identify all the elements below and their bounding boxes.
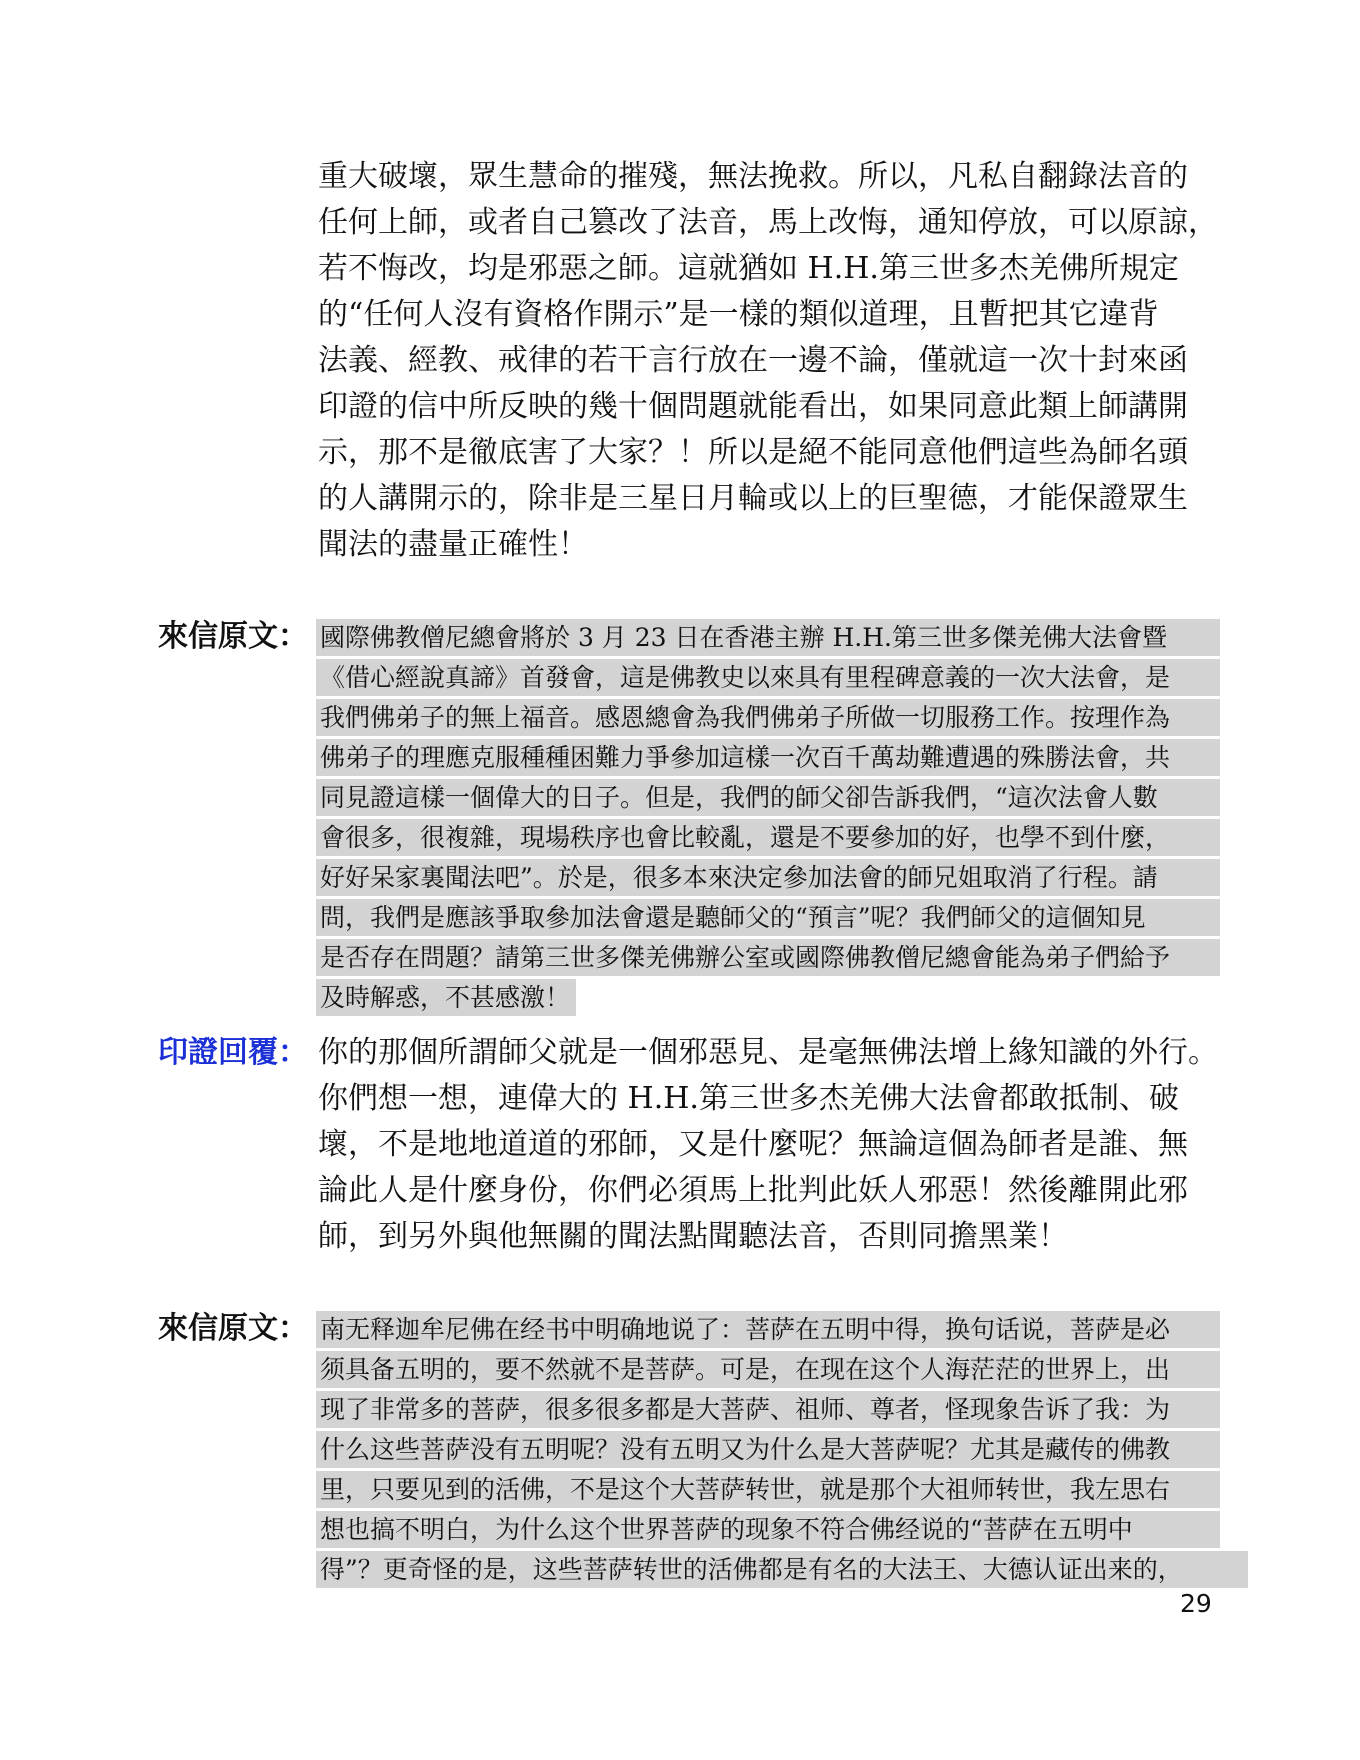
body-text-line: 的人講開示的，除非是三星日月輪或以上的巨聖德，才能保證眾生	[318, 481, 1188, 516]
body-text-line: 重大破壞，眾生慧命的摧殘，無法挽救。所以，凡私自翻錄法音的	[318, 159, 1188, 194]
letter-text-line: 佛弟子的理應克服種種困難力爭參加這樣一次百千萬劫難遭遇的殊勝法會，共	[316, 739, 1220, 776]
letter-text-line: 南无释迦牟尼佛在经书中明确地说了：菩萨在五明中得，换句话说，菩萨是必	[316, 1311, 1220, 1348]
letter-text-line: 《借心經說真諦》首發會，這是佛教史以來具有里程碑意義的一次大法會，是	[316, 659, 1220, 696]
letter-text-line: 须具备五明的，要不然就不是菩萨。可是，在现在这个人海茫茫的世界上，出	[316, 1351, 1220, 1388]
body-text-line: 聞法的盡量正確性！	[318, 527, 588, 562]
reply-text-line: 你的那個所謂師父就是一個邪惡見、是毫無佛法增上緣知識的外行。	[318, 1035, 1218, 1070]
reply-label: 印證回覆：	[158, 1035, 308, 1070]
letter-text-line: 我們佛弟子的無上福音。感恩總會為我們佛弟子所做一切服務工作。按理作為	[316, 699, 1220, 736]
letter-label: 來信原文：	[158, 619, 308, 654]
body-text-line: 印證的信中所反映的幾十個問題就能看出，如果同意此類上師講開	[318, 389, 1188, 424]
letter-text-line: 及時解惑，不甚感激！	[316, 979, 576, 1016]
letter-text-line: 會很多，很複雜，現場秩序也會比較亂，還是不要參加的好，也學不到什麼，	[316, 819, 1220, 856]
reply-text-line: 論此人是什麼身份，你們必須馬上批判此妖人邪惡！然後離開此邪	[318, 1173, 1188, 1208]
body-text-line: 法義、經教、戒律的若干言行放在一邊不論，僅就這一次十封來函	[318, 343, 1188, 378]
letter-label: 來信原文：	[158, 1311, 308, 1346]
page-number: 29	[1180, 1589, 1212, 1618]
letter-text-line: 好好呆家裏聞法吧”。於是，很多本來決定參加法會的師兄姐取消了行程。請	[316, 859, 1220, 896]
body-text-line: 任何上師，或者自己篡改了法音，馬上改悔，通知停放，可以原諒，	[318, 205, 1218, 240]
letter-text-line: 什么这些菩萨没有五明呢？没有五明又为什么是大菩萨呢？尤其是藏传的佛教	[316, 1431, 1220, 1468]
letter-text-line: 想也搞不明白，为什么这个世界菩萨的现象不符合佛经说的“菩萨在五明中	[316, 1511, 1220, 1548]
body-text-line: 示，那不是徹底害了大家？！所以是絕不能同意他們這些為師名頭	[318, 435, 1188, 470]
reply-text-line: 師，到另外與他無關的聞法點聞聽法音，否則同擔黑業！	[318, 1219, 1068, 1254]
reply-text-line: 壞，不是地地道道的邪師，又是什麼呢？無論這個為師者是誰、無	[318, 1127, 1188, 1162]
letter-text-line: 問，我們是應該爭取參加法會還是聽師父的“預言”呢？我們師父的這個知見	[316, 899, 1220, 936]
letter-text-line: 现了非常多的菩萨，很多很多都是大菩萨、祖师、尊者，怪现象告诉了我：为	[316, 1391, 1220, 1428]
body-text-line: 的“任何人沒有資格作開示”是一樣的類似道理，且暫把其它違背	[318, 297, 1159, 332]
letter-text-line: 國際佛教僧尼總會將於 3 月 23 日在香港主辦 H.H.第三世多傑羌佛大法會暨	[316, 619, 1220, 656]
body-text-line: 若不悔改，均是邪惡之師。這就猶如 H.H.第三世多杰羌佛所規定	[318, 251, 1179, 286]
letter-text-line: 同見證這樣一個偉大的日子。但是，我們的師父卻告訴我們，“這次法會人數	[316, 779, 1220, 816]
letter-text-line: 是否存在問題？請第三世多傑羌佛辦公室或國際佛教僧尼總會能為弟子們給予	[316, 939, 1220, 976]
letter-text-line: 里，只要见到的活佛，不是这个大菩萨转世，就是那个大祖师转世，我左思右	[316, 1471, 1220, 1508]
reply-text-line: 你們想一想，連偉大的 H.H.第三世多杰羌佛大法會都敢抵制、破	[318, 1081, 1179, 1116]
letter-text-line: 得”？更奇怪的是，这些菩萨转世的活佛都是有名的大法王、大德认证出来的，	[316, 1551, 1248, 1588]
